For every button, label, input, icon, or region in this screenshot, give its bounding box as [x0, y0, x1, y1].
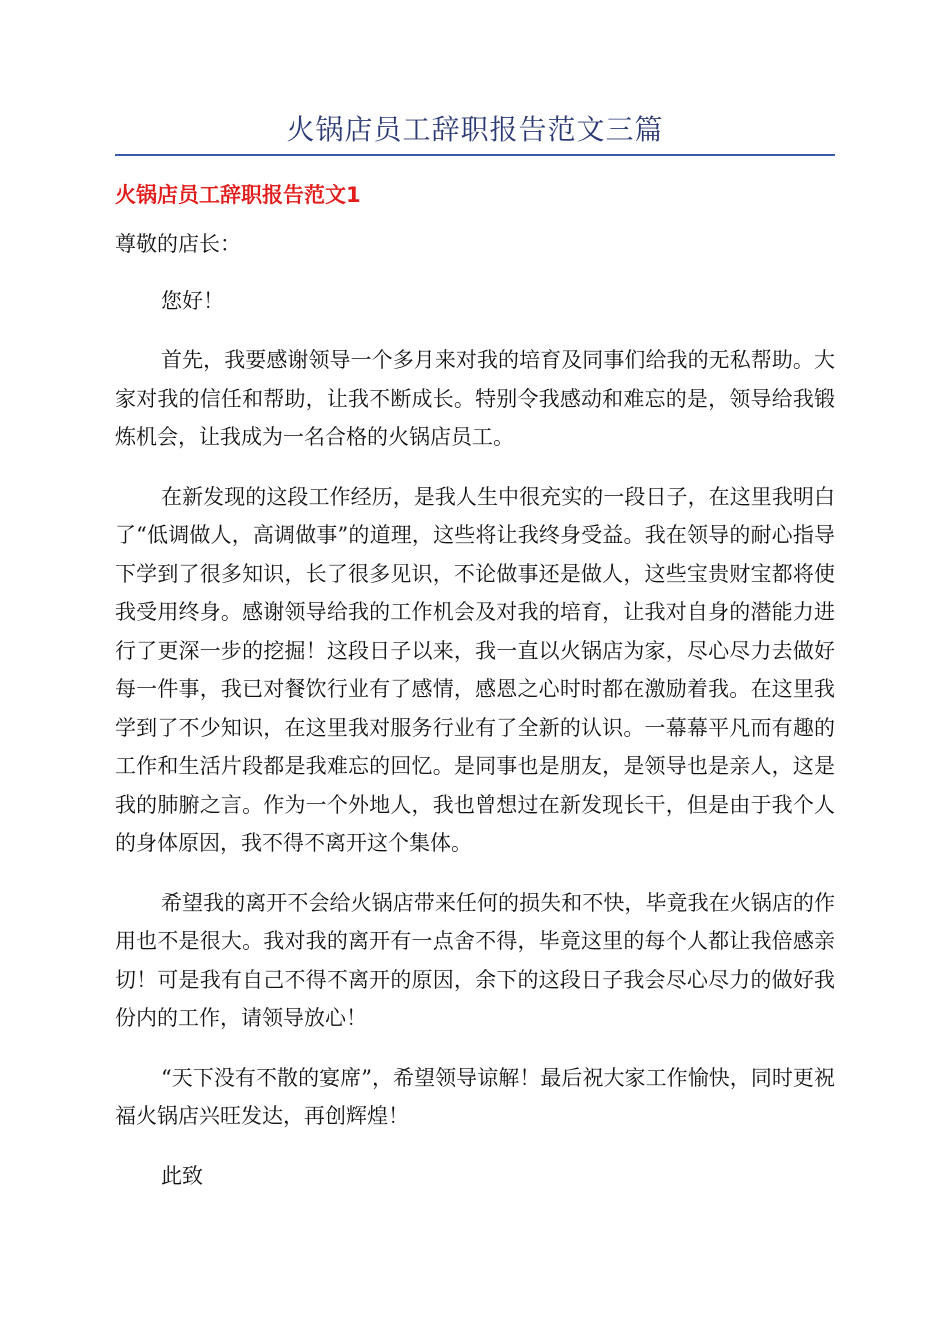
title-underline-divider [115, 154, 835, 156]
section-heading: 火锅店员工辞职报告范文1 [115, 183, 361, 207]
body-paragraph: 希望我的离开不会给火锅店带来任何的损失和不快，毕竟我在火锅店的作用也不是很大。我对我的离开有一点舍不得，毕竟这里的每个人都让我倍感亲切！可是我有自己不得不离开的原因，余下的这段日子我会尽心尽力的做好我份内的工作，请领导放心！ [115, 890, 835, 1030]
closing-phrase: 此致 [161, 1163, 203, 1188]
salutation: 尊敬的店长： [115, 232, 241, 256]
letter-body [115, 225, 835, 1216]
body-paragraph: “天下没有不散的宴席”，希望领导谅解！最后祝大家工作愉快，同时更祝福火锅店兴旺发达，再创辉煌！ [115, 1065, 835, 1128]
document-title: 火锅店员工辞职报告范文三篇 [286, 113, 664, 146]
body-paragraph: 首先，我要感谢领导一个多月来对我的培育及同事们给我的无私帮助。大家对我的信任和帮助，让我不断成长。特别令我感动和难忘的是，领导给我锻炼机会，让我成为一名合格的火锅店员工。 [115, 348, 835, 449]
body-paragraph: 在新发现的这段工作经历，是我人生中很充实的一段日子，在这里我明白了“低调做人，高调做事”的道理，这些将让我终身受益。我在领导的耐心指导下学到了很多知识，长了很多见识，不论做事还是做人，这些宝贵财宝都将使我受用终身。感谢领导给我的工作机会及对我的培育，让我对自身的潜能力进行了更深一步的挖掘！这段日子以来，我一直以火锅店为家，尽心尽力去做好每一件事，我已对餐饮行业有了感情，感恩之心时时都在激励着我。在这里我学到了不少知识，在这里我对服务行业有了全新的认识。一幕幕平凡而有趣的工作和生活片段都是我难忘的回忆。是同事也是朋友，是领导也是亲人，这是我的肺腑之言。作为一个外地人，我也曾想过在新发现长干，但是由于我个人的身体原因，我不得不离开这个集体。 [115, 484, 835, 855]
greeting: 您好！ [161, 288, 224, 313]
